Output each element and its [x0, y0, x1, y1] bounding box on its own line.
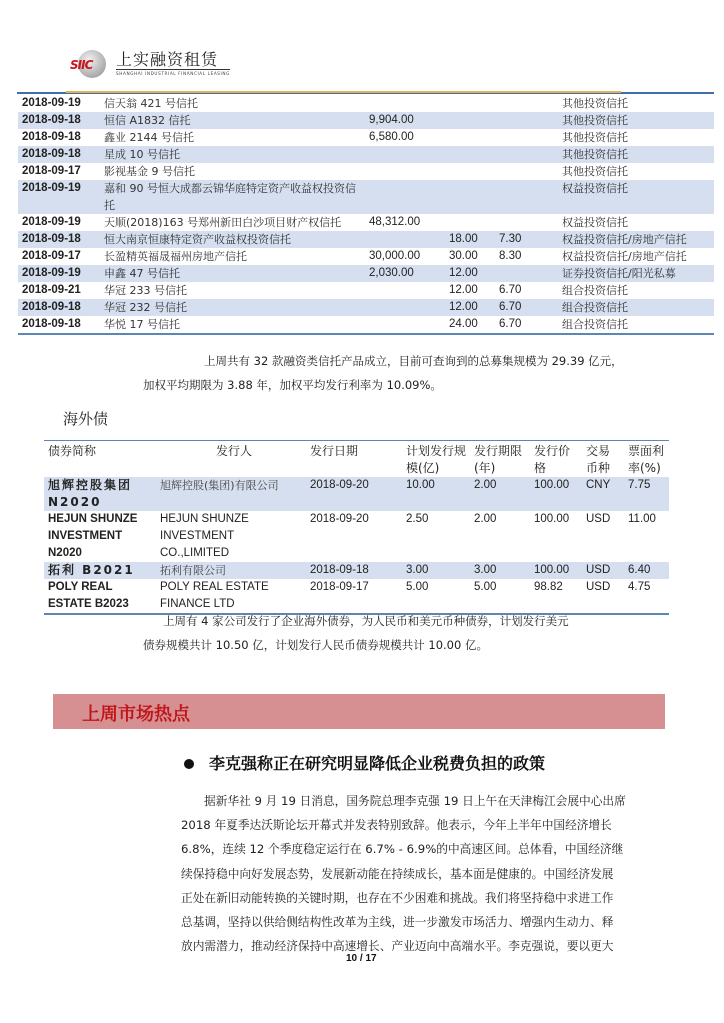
trust-date: 2018-09-17 [22, 250, 81, 262]
bond-issue-date: 2018-09-17 [310, 581, 369, 593]
section-title-market-hotspots: 上周市场热点 [82, 704, 190, 725]
col-header-issuer: 发行人 [216, 444, 253, 458]
bond-issuer: HEJUN SHUNZE INVESTMENT CO.,LIMITED [160, 513, 249, 559]
trust-rate [495, 95, 558, 112]
news-line: 放内需潜力，推动经济保持中高速增长、产业迈向中高端水平。李克强说，要以更大 [181, 939, 614, 954]
trust-scale: 2,030.00 [365, 265, 445, 282]
bond-issue-date: 2018-09-18 [306, 562, 402, 579]
trust-name: 嘉和 90 号恒大成都云锦华庭特定资产收益权投资信托 [100, 180, 365, 214]
trust-term: 30.00 [449, 250, 478, 262]
col-header-bond-name: 债券简称 [48, 444, 97, 458]
trust-name: 天顺(2018)163 号郑州新田白沙项目财产权信托 [104, 216, 342, 229]
table-row [18, 231, 714, 248]
header-divider-accent [66, 91, 621, 93]
trust-scale: 9,904.00 [365, 112, 445, 129]
table-row [18, 163, 714, 180]
siic-logo-icon: SIIC [70, 50, 110, 78]
trust-type: 组合投资信托 [558, 299, 714, 316]
trust-date: 2018-09-21 [22, 284, 81, 296]
trust-rate: 6.70 [499, 284, 522, 296]
trust-date: 2018-09-18 [18, 231, 100, 248]
trust-type: 权益投资信托 [558, 180, 714, 214]
col-header-term: 发行期限(年) [474, 444, 523, 475]
trust-rate: 6.70 [499, 318, 522, 330]
table-header-row [44, 441, 669, 478]
overseas-summary-line2: 债券规模共计 10.50 亿，计划发行人民币债券规模共计 10.00 亿。 [143, 638, 488, 652]
trust-date: 2018-09-18 [18, 146, 100, 163]
trust-date: 2018-09-19 [18, 180, 100, 214]
trust-scale [365, 95, 445, 112]
bond-issue-date: 2018-09-20 [310, 513, 369, 525]
news-line: 续保持稳中向好发展态势，发展新动能在持续成长，基本面是健康的。中国经济发展 [181, 866, 614, 881]
table-row [18, 129, 714, 146]
company-logo [70, 50, 230, 78]
bond-price: 98.82 [534, 581, 563, 593]
trust-type: 其他投资信托 [558, 112, 714, 129]
trust-scale: 6,580.00 [369, 131, 414, 143]
bullet-icon [184, 759, 194, 769]
bond-price: 100.00 [530, 562, 582, 579]
overseas-bonds-table [44, 440, 669, 615]
table-row [18, 146, 714, 163]
bond-scale: 2.50 [406, 513, 429, 525]
trust-term: 18.00 [445, 231, 495, 248]
news-headline: 李克强称正在研究明显降低企业税费负担的政策 [209, 754, 546, 773]
trust-term [445, 163, 495, 180]
trust-term: 12.00 [445, 299, 495, 316]
trust-name: 申鑫 47 号信托 [100, 265, 365, 282]
trust-type: 组合投资信托 [562, 318, 628, 331]
bond-term: 5.00 [474, 581, 497, 593]
trust-rate [495, 265, 558, 282]
table-row [18, 316, 714, 334]
trust-name: 恒信 A1832 信托 [100, 112, 365, 129]
trust-type: 权益投资信托/房地产信托 [558, 231, 714, 248]
trust-date: 2018-09-18 [18, 112, 100, 129]
trust-rate [495, 129, 558, 146]
trust-name: 影视基金 9 号信托 [104, 165, 195, 178]
bond-name: POLY REAL ESTATE B2023 [48, 581, 129, 610]
trust-term [445, 214, 495, 231]
bond-term: 3.00 [470, 562, 530, 579]
trust-type: 其他投资信托 [558, 146, 714, 163]
logo-chinese-name: 上实融资租赁 [116, 51, 230, 70]
trust-scale: 48,312.00 [369, 216, 421, 228]
trust-term: 12.00 [445, 265, 495, 282]
trust-scale [365, 163, 445, 180]
trust-name: 长盈精英福晟福州房地产信托 [104, 250, 247, 263]
trust-type: 其他投资信托 [562, 131, 628, 144]
trust-name: 华冠 233 号信托 [104, 284, 187, 297]
logo-english-name: SHANGHAI INDUSTRIAL FINANCIAL LEASING [116, 71, 230, 76]
table-row [18, 95, 714, 112]
trust-term: 24.00 [449, 318, 478, 330]
table-row [18, 265, 714, 282]
overseas-bonds-heading: 海外债 [63, 410, 109, 428]
bond-scale: 3.00 [402, 562, 470, 579]
trust-type: 组合投资信托 [562, 284, 628, 297]
trust-date: 2018-09-18 [18, 299, 100, 316]
col-header-price: 发行价格 [534, 444, 571, 475]
table-row [18, 214, 714, 231]
trust-summary-line1: 上周共有 32 款融资类信托产品成立，目前可查询到的总募集规模为 29.39 亿元， [204, 354, 623, 368]
trust-date: 2018-09-18 [22, 318, 81, 330]
trust-name: 华悦 17 号信托 [104, 318, 180, 331]
trust-term [445, 180, 495, 214]
trust-scale [365, 146, 445, 163]
table-row [44, 511, 669, 562]
trust-rate: 6.70 [495, 299, 558, 316]
bond-issuer: POLY REAL ESTATE FINANCE LTD [160, 581, 269, 610]
col-header-currency: 交易币种 [586, 444, 611, 475]
trust-date: 2018-09-19 [22, 97, 81, 109]
page-number: 10 / 17 [346, 953, 377, 964]
trust-name: 星成 10 号信托 [100, 146, 365, 163]
bond-name: HEJUN SHUNZE INVESTMENT N2020 [48, 513, 138, 559]
trust-rate [495, 163, 558, 180]
trust-scale [365, 282, 445, 299]
table-row [44, 477, 669, 511]
trust-scale [365, 180, 445, 214]
trust-rate: 8.30 [499, 250, 522, 262]
trust-term [445, 95, 495, 112]
trust-date: 2018-09-19 [18, 265, 100, 282]
bond-scale: 10.00 [402, 477, 470, 511]
bond-price: 100.00 [530, 477, 582, 511]
table-row [18, 299, 714, 316]
table-row [18, 180, 714, 214]
trust-date: 2018-09-17 [22, 165, 81, 177]
table-row [18, 282, 714, 299]
trust-type: 权益投资信托/房地产信托 [562, 250, 687, 263]
trust-summary-line2: 加权平均期限为 3.88 年，加权平均发行利率为 10.09%。 [143, 378, 442, 392]
trust-name: 恒大南京恒康特定资产收益权投资信托 [100, 231, 365, 248]
trust-rate [495, 180, 558, 214]
trust-term [445, 146, 495, 163]
trust-rate [495, 214, 558, 231]
col-header-issue-date: 发行日期 [310, 444, 359, 458]
trust-date: 2018-09-19 [22, 216, 81, 228]
bond-currency: USD [586, 513, 611, 525]
table-row [18, 112, 714, 129]
trust-rate [495, 146, 558, 163]
bond-coupon: 4.75 [628, 581, 651, 593]
bond-term: 2.00 [470, 477, 530, 511]
trust-scale [365, 231, 445, 248]
table-row [18, 248, 714, 265]
col-header-coupon: 票面利率(%) [628, 444, 665, 475]
trust-rate [495, 112, 558, 129]
news-body [181, 789, 668, 958]
trust-date: 2018-09-18 [22, 131, 81, 143]
trust-type: 其他投资信托 [562, 97, 628, 110]
bond-price: 100.00 [534, 513, 570, 525]
news-line: 据新华社 9 月 19 日消息，国务院总理李克强 19 日上午在天津梅江会展中心出席 [204, 794, 626, 808]
bond-issue-date: 2018-09-20 [306, 477, 402, 511]
trust-type: 权益投资信托 [562, 216, 628, 229]
trust-term [445, 129, 495, 146]
trust-scale [365, 316, 445, 334]
overseas-summary-line1: 上周有 4 家公司发行了企业海外债券，为人民币和美元币种债券，计划发行美元 [163, 614, 569, 628]
news-line: 2018 年夏季达沃斯论坛开幕式并发表特别致辞。他表示，今年上半年中国经济增长 [181, 818, 612, 833]
trust-scale [365, 299, 445, 316]
col-header-scale: 计划发行规模(亿) [406, 444, 467, 475]
bond-scale: 5.00 [406, 581, 429, 593]
bond-currency: USD [582, 562, 624, 579]
bond-currency: USD [586, 581, 611, 593]
news-line: 6.8%，连续 12 个季度稳定运行在 6.7% - 6.9%的中高速区间。总体看，中国经济继 [181, 842, 624, 857]
trust-name: 鑫业 2144 号信托 [104, 131, 194, 144]
news-line: 总基调，坚持以供给侧结构性改革为主线，进一步激发市场活力、增强内生动力、释 [181, 915, 614, 930]
bond-coupon: 6.40 [624, 562, 669, 579]
trust-type: 证券投资信托/阳光私募 [558, 265, 714, 282]
bond-term: 2.00 [474, 513, 497, 525]
trust-name: 华冠 232 号信托 [100, 299, 365, 316]
bond-coupon: 11.00 [628, 513, 656, 525]
bond-name: 旭辉控股集团 N2020 [44, 477, 156, 511]
bond-issuer: 旭辉控股(集团)有限公司 [156, 477, 306, 511]
trust-rate: 7.30 [495, 231, 558, 248]
news-line: 正处在新旧动能转换的关键时期，也存在不少困难和挑战。我们将坚持稳中求进工作 [181, 890, 614, 905]
bond-name: 拓利 B2021 [44, 562, 156, 579]
trust-name: 信天翁 421 号信托 [104, 97, 198, 110]
bond-issuer: 拓利有限公司 [156, 562, 306, 579]
trust-scale: 30,000.00 [369, 250, 421, 262]
table-row [44, 562, 669, 579]
bond-currency: CNY [582, 477, 624, 511]
trust-term: 12.00 [449, 284, 478, 296]
bond-coupon: 7.75 [624, 477, 669, 511]
trust-term [445, 112, 495, 129]
trust-products-table [18, 95, 714, 335]
trust-type: 其他投资信托 [562, 165, 628, 178]
